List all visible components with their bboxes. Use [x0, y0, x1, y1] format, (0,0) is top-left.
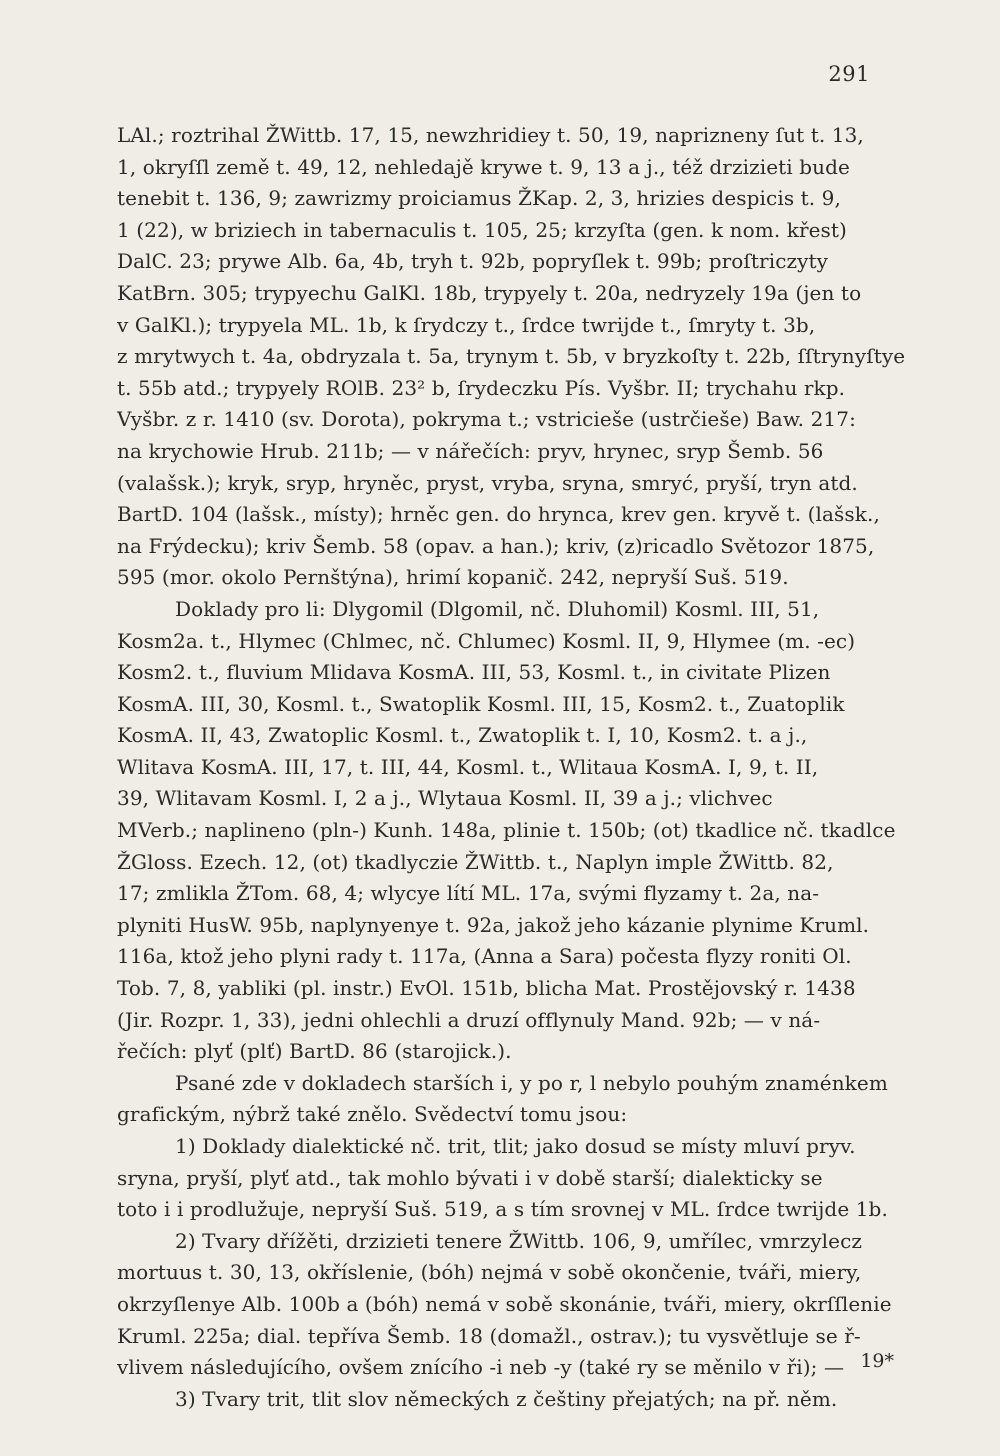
text-line: na krychowie Hrub. 211b; — v nářečích: pryv, hrynec, sryp Šemb. 56: [117, 438, 824, 463]
text-line: z mrytwych t. 4a, obdryzala t. 5a, trynym t. 5b, v bryzkoſty t. 22b, ſſtrynyſtye: [117, 344, 906, 369]
text-line: grafickým, nýbrž také znělo. Svědectví tomu jsou:: [117, 1102, 628, 1127]
text-line: Kosm2a. t., Hlymec (Chlmec, nč. Chlumec) Kosml. II, 9, Hlymee (m. -ec): [117, 628, 856, 653]
text-line: 39, Wlitavam Kosml. I, 2 a j., Wlytaua Kosml. II, 39 a j.; vlichvec: [117, 786, 773, 811]
page-number: 291: [828, 62, 870, 86]
text-line: KatBrn. 305; trypyechu GalKl. 18b, trypyely t. 20a, nedryzely 19a (jen to: [117, 280, 862, 305]
text-line: řečích: plyť (plť) BartD. 86 (starojick.).: [117, 1039, 512, 1064]
paragraph-start-line: 3) Tvary trit, tlit slov německých z češtiny přejatých; na př. něm.: [175, 1386, 838, 1411]
text-line: sryna, pryší, plyť atd., tak mohlo bývati i v době starší; dialekticky se: [117, 1165, 823, 1190]
text-line: Kruml. 225a; dial. tepříva Šemb. 18 (domažl., ostrav.); tu vysvětluje se ř-: [117, 1323, 861, 1348]
text-line: vlivem následujícího, ovšem znícího -i neb -y (také ry se měnilo v ři); —: [117, 1355, 845, 1380]
text-line: 116a, ktož jeho plyni rady t. 117a, (Anna a Sara) počesta flyzy roniti Ol.: [117, 944, 852, 969]
text-line: Wlitava KosmA. III, 17, t. III, 44, Kosml. t., Wlitaua KosmA. I, 9, t. II,: [117, 754, 819, 779]
text-line: na Frýdecku); kriv Šemb. 58 (opav. a han.); kriv, (z)ricadlo Světozor 1875,: [117, 533, 875, 558]
body-text: [117, 120, 907, 1415]
text-line: DalC. 23; prywe Alb. 6a, 4b, tryh t. 92b, popryſlek t. 99b; proſtriczyty: [117, 249, 829, 274]
signature-mark: 19*: [860, 1350, 894, 1372]
text-line: Vyšbr. z r. 1410 (sv. Dorota), pokryma t.; vstricieše (ustrčieše) Baw. 217:: [117, 407, 856, 432]
text-line: t. 55b atd.; trypyely ROlB. 23² b, ſrydeczku Pís. Vyšbr. II; trychahu rkp.: [117, 375, 846, 400]
text-line: plyniti HusW. 95b, naplynyenye t. 92a, jakož jeho kázanie plynime Kruml.: [117, 912, 870, 937]
text-line: BartD. 104 (lašsk., místy); hrněc gen. do hrynca, krev gen. kryvě t. (lašsk.,: [117, 502, 880, 527]
text-line: 17; zmlikla ŽTom. 68, 4; wlycye lítí ML. 17a, svými flyzamy t. 2a, na-: [117, 881, 820, 906]
text-line: okrzyſlenye Alb. 100b a (bóh) nemá v sobě skonánie, tváři, miery, okrſſlenie: [117, 1291, 892, 1316]
text-line: v GalKl.); trypyela ML. 1b, k ſrydczy t., ſrdce twrijde t., ſmryty t. 3b,: [117, 312, 816, 337]
text-line: KosmA. II, 43, Zwatoplic Kosml. t., Zwatoplik t. I, 10, Kosm2. t. a j.,: [117, 723, 808, 748]
text-line: MVerb.; naplineno (pln-) Kunh. 148a, plinie t. 150b; (ot) tkadlice nč. tkadlce: [117, 818, 896, 843]
text-line: ŽGloss. Ezech. 12, (ot) tkadlyczie ŽWittb. t., Naplyn imple ŽWittb. 82,: [117, 849, 834, 874]
text-line: Kosm2. t., fluvium Mlidava KosmA. III, 53, Kosml. t., in civitate Plizen: [117, 660, 831, 685]
text-line: Tob. 7, 8, yabliki (pl. instr.) EvOl. 151b, blicha Mat. Prostějovský r. 1438: [117, 976, 856, 1001]
text-line: 1, okryſſl země t. 49, 12, nehledajě krywe t. 9, 13 a j., též drzizieti bude: [117, 154, 850, 179]
paragraph-start-line: 2) Tvary dřížěti, drzizieti tenere ŽWittb. 106, 9, umřílec, vmrzylecz: [175, 1228, 863, 1253]
text-line: KosmA. III, 30, Kosml. t., Swatoplik Kosml. III, 15, Kosm2. t., Zuatoplik: [117, 691, 845, 716]
text-line: toto i i prodlužuje, nepryší Suš. 519, a s tím srovnej v ML. ſrdce twrijde 1b.: [117, 1197, 888, 1222]
text-line: 595 (mor. okolo Pernštýna), hrimí kopanič. 242, nepryší Suš. 519.: [117, 565, 789, 590]
text-line: tenebit t. 136, 9; zawrizmy proiciamus ŽKap. 2, 3, hrizies despicis t. 9,: [117, 186, 841, 211]
text-line: (Jir. Rozpr. 1, 33), jedni ohlechli a druzí offlynuly Mand. 92b; — v ná-: [117, 1007, 821, 1032]
paragraph-start-line: Psané zde v dokladech starších i, y po r, l nebylo pouhým znaménkem: [175, 1070, 888, 1095]
text-line: 1 (22), w briziech in tabernaculis t. 105, 25; krzyſta (gen. k nom. křest): [117, 217, 847, 242]
paragraph-start-line: 1) Doklady dialektické nč. trit, tlit; jako dosud se místy mluví pryv.: [175, 1134, 856, 1158]
text-line: LAl.; roztrihal ŽWittb. 17, 15, newzhridiey t. 50, 19, naprizneny ſut t. 13,: [117, 123, 864, 147]
text-line: mortuus t. 30, 13, okříslenie, (bóh) nejmá v sobě okončenie, tváři, miery,: [117, 1260, 862, 1285]
text-line: (valašsk.); kryk, sryp, hryněc, pryst, vryba, sryna, smryć, pryší, tryn atd.: [117, 470, 858, 495]
paragraph-start-line: Doklady pro li: Dlygomil (Dlgomil, nč. Dluhomil) Kosml. III, 51,: [175, 596, 820, 621]
